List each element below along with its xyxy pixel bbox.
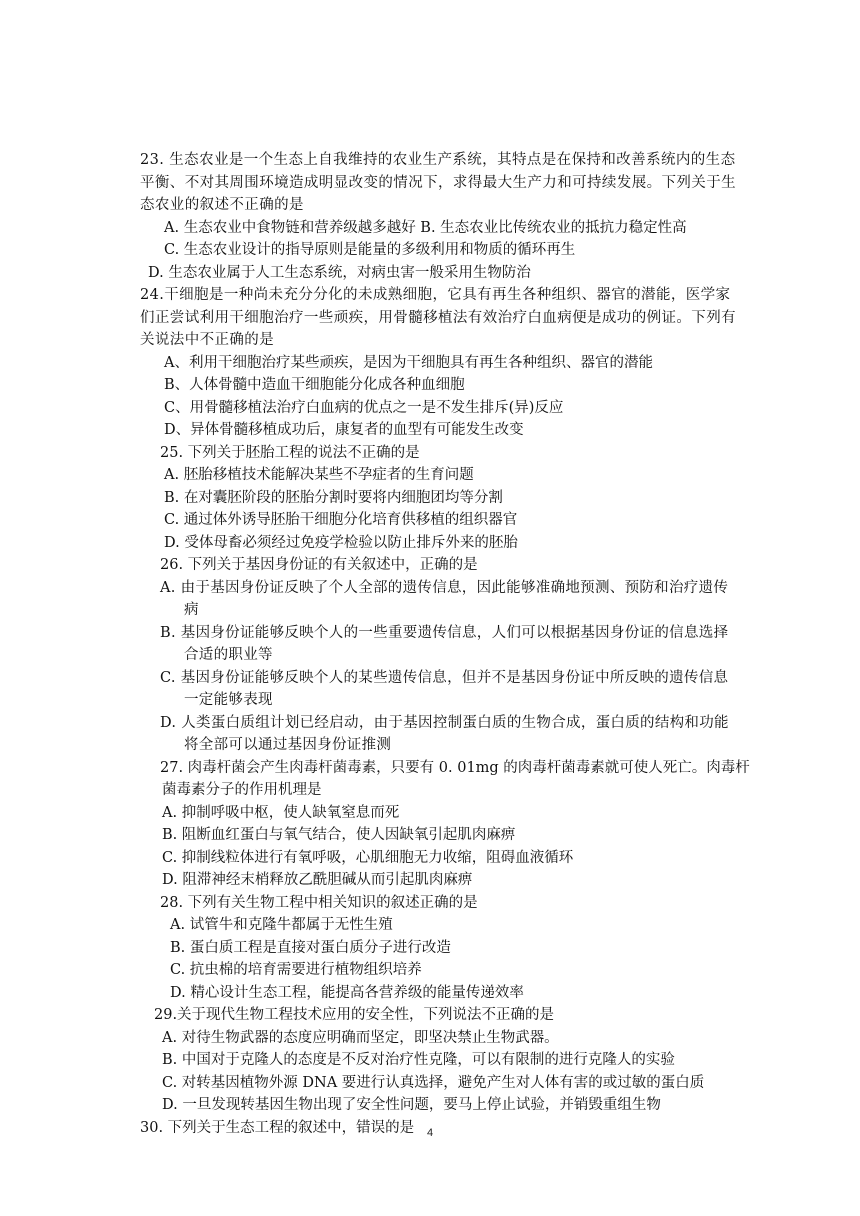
question-29-option-c: C. 对转基因植物外源 DNA 要进行认真选择，避免产生对人体有害的或过敏的蛋白质 xyxy=(162,1074,705,1091)
question-29-option-d: D. 一旦发现转基因生物出现了安全性问题，要马上停止试验，并销毁重组生物 xyxy=(162,1097,661,1113)
question-24-option-a: A、利用干细胞治疗某些顽疾，是因为干细胞具有再生各种组织、器官的潜能 xyxy=(164,354,653,371)
question-28-option-c: C. 抗虫棉的培育需要进行植物组织培养 xyxy=(170,962,422,978)
question-24-option-b: B、人体骨髓中造血干细胞能分化成各种血细胞 xyxy=(164,377,465,393)
question-25-option-a: A. 胚胎移植技术能解决某些不孕症者的生育问题 xyxy=(164,467,474,483)
question-25-option-b: B. 在对囊胚阶段的胚胎分割时要将内细胞团均等分割 xyxy=(164,489,503,506)
question-27-option-c: C. 抑制线粒体进行有氧呼吸，心肌细胞无力收缩，阻碍血液循环 xyxy=(162,849,574,866)
question-23-option-d: D. 生态农业属于人工生态系统，对病虫害一般采用生物防治 xyxy=(148,264,531,281)
question-27-stem-line1: 27. 肉毒杆菌会产生肉毒杆菌毒素，只要有 0. 01mg 的肉毒杆菌毒素就可使人死亡。肉毒杆 xyxy=(160,759,750,776)
question-30-stem: 30. 下列关于生态工程的叙述中，错误的是 xyxy=(140,1119,415,1136)
page-number: 4 xyxy=(426,1127,434,1139)
question-24-option-d: D、异体骨髓移植成功后，康复者的血型有可能发生改变 xyxy=(164,422,524,438)
question-29-option-b: B. 中国对于克隆人的态度是不反对治疗性克隆，可以有限制的进行克隆人的实验 xyxy=(162,1052,675,1068)
question-27-option-a: A. 抑制呼吸中枢，使人缺氧窒息而死 xyxy=(162,804,400,821)
question-list xyxy=(140,149,750,1139)
question-26-option-c: C. 基因身份证能够反映个人的某些遗传信息，但并不是基因身份证中所反映的遗传信息一定能够表现 xyxy=(160,669,729,708)
question-23-option-c: C. 生态农业设计的指导原则是能量的多级利用和物质的循环再生 xyxy=(164,242,576,258)
question-26-option-d: D. 人类蛋白质组计划已经启动，由于基因控制蛋白质的生物合成，蛋白质的结构和功能将全部可以通过基因身份证推测 xyxy=(160,714,729,753)
question-27-stem-line2: 菌毒素分子的作用机理是 xyxy=(162,782,322,798)
question-27-option-b: B. 阻断血红蛋白与氧气结合，使人因缺氧引起肌肉麻痹 xyxy=(162,827,516,843)
question-25-option-c: C. 通过体外诱导胚胎干细胞分化培育供移植的组织器官 xyxy=(164,512,518,528)
question-24-option-c: C、用骨髓移植法治疗白血病的优点之一是不发生排斥(异)反应 xyxy=(164,399,564,416)
question-23-options-ab: A. 生态农业中食物链和营养级越多越好 B. 生态农业比传统农业的抵抗力稳定性高 xyxy=(164,219,687,236)
question-28-option-a: A. 试管牛和克隆牛都属于无性生殖 xyxy=(170,917,393,933)
question-27-option-d: D. 阻滞神经末梢释放乙酰胆碱从而引起肌肉麻痹 xyxy=(162,872,473,888)
question-24-stem: 24.干细胞是一种尚未充分分化的未成熟细胞，它具有再生各种组织、器官的潜能，医学家们正尝试利用干细胞治疗一些顽疾，用骨髓移植法有效治疗白血病便是成功的例证。下列有关说法中不正确的是 xyxy=(140,287,736,348)
question-26-option-b: B. 基因身份证能够反映个人的一些重要遗传信息，人们可以根据基因身份证的信息选择合适的职业等 xyxy=(160,624,729,663)
question-29-stem: 29.关于现代生物工程技术应用的安全性，下列说法不正确的是 xyxy=(154,1007,555,1023)
question-28-option-d: D. 精心设计生态工程，能提高各营养级的能量传递效率 xyxy=(170,984,524,1001)
question-25-stem: 25. 下列关于胚胎工程的说法不正确的是 xyxy=(160,444,420,461)
question-28-option-b: B. 蛋白质工程是直接对蛋白质分子进行改造 xyxy=(170,939,451,956)
question-23-stem: 23. 生态农业是一个生态上自我维持的农业生产系统，其特点是在保持和改善系统内的生态平衡、不对其周围环境造成明显改变的情况下，求得最大生产力和可持续发展。下列关于生态农业的叙述不正确的是 xyxy=(140,152,736,213)
question-29-option-a: A. 对待生物武器的态度应明确而坚定，即坚决禁止生物武器。 xyxy=(162,1029,559,1046)
question-26-stem: 26. 下列关于基因身份证的有关叙述中，正确的是 xyxy=(160,557,478,573)
question-25-option-d: D. 受体母畜必须经过免疫学检验以防止排斥外来的胚胎 xyxy=(164,534,518,551)
question-28-stem: 28. 下列有关生物工程中相关知识的叙述正确的是 xyxy=(160,894,478,911)
question-26-option-a: A. 由于基因身份证反映了个人全部的遗传信息，因此能够准确地预测、预防和治疗遗传病 xyxy=(160,579,729,618)
